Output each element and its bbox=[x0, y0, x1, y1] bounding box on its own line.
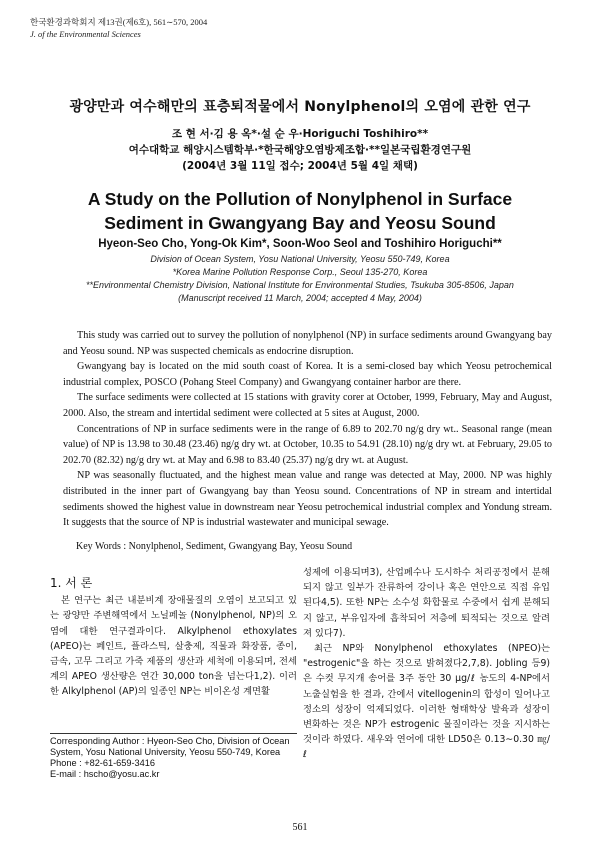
title-english-line1: A Study on the Pollution of Nonylphenol in Surface bbox=[87, 189, 513, 209]
page-number: 561 bbox=[292, 822, 308, 833]
dates-korean: (2004년 3월 11일 접수; 2004년 5월 4일 채택) bbox=[182, 160, 418, 172]
authors-english: Hyeon-Seo Cho, Yong-Ok Kim*, Soon-Woo Seol and Toshihiro Horiguchi** bbox=[98, 238, 502, 250]
corresponding-phone: Phone : +82-61-659-3416 bbox=[50, 758, 155, 768]
title-english-line2: Sediment in Gwangyang Bay and Yeosu Sound bbox=[104, 213, 496, 233]
section-heading-introduction: 1. 서 론 bbox=[50, 576, 93, 590]
body-paragraph: 최근 NP와 Nonylphenol ethoxylates (NPEO)는 "estrogenic"을 하는 것으로 밝혀졌다2,7,8). Jobling 등9)은 수컷 무지개 송어를 3주 동안 30 μg/ℓ 농도의 4-NP에서 노출실험을 한 결과, 간에서 vitellogenin의 합성이 일어나고 정소의 성장이 억제되었다. 이러한 형태학상 발육과 성장이 변화하는 것은 NP가 estrogenic 물질이라는 것을 지시하는 것이라 하였다. 새우와 연어에 대한 LD50은 0.13∼0.30 ㎎/ℓ bbox=[303, 643, 550, 761]
journal-name-en: J. of the Environmental Sciences bbox=[30, 29, 141, 39]
affiliation-1: Division of Ocean System, Yosu National University, Yeosu 550-749, Korea bbox=[150, 254, 450, 264]
abstract-paragraph: NP was seasonally fluctuated, and the highest mean value and range was detected at May, 2000. NP was highly distributed in the inner part of Gwangyang bay than Yeosu sound. Concentrations of NP in stream and intertidal sediments showed the highest value in downstream near Yeosu petrochemical industrial complex and Yondung stream. It suggests that the source of NP is industrial wastewater and municipal sewage. bbox=[63, 470, 552, 529]
body-right-column bbox=[303, 565, 550, 763]
body-paragraph: 성제에 이용되며3), 산업폐수나 도시하수 처리공정에서 분해되지 않고 일부가 잔류하여 강이나 혹은 연안으로 직접 유입된다4,5). 또한 NP는 소수성 화합물로 수중에서 쉽게 분해되지 않고, 부유입자에 흡착되어 저층에 퇴적되는 것으로 알려져 있다7). bbox=[303, 567, 550, 639]
keywords: Key Words : Nonylphenol, Sediment, Gwangyang Bay, Yeosu Sound bbox=[76, 541, 353, 552]
abstract-paragraph: The surface sediments were collected at 15 stations with gravity corer at October, 1999, February, May and August, 2000. Also, the stream and intertidal sediment were collected at 5 sites at August, 2000. bbox=[63, 392, 552, 419]
journal-citation-kr: 한국환경과학회지 제13권(제6호), 561∼570, 2004 bbox=[30, 17, 208, 27]
running-header bbox=[30, 16, 207, 40]
abstract-paragraph: Gwangyang bay is located on the mid south coast of Korea. It is a semi-closed bay which Yeosu petrochemical industrial complex, POSCO (Pohang Steel Company) and Gwangyang container harbor are there. bbox=[63, 361, 552, 388]
abstract-paragraph: This study was carried out to survey the pollution of nonylphenol (NP) in surface sediments around Gwangyang bay and Yeosu sound. NP was suspected chemicals as endocrine disruption. bbox=[63, 330, 552, 357]
manuscript-dates: (Manuscript received 11 March, 2004; accepted 4 May, 2004) bbox=[178, 293, 422, 303]
affiliation-2: *Korea Marine Pollution Response Corp., Seoul 135-270, Korea bbox=[172, 267, 428, 277]
body-paragraph: 본 연구는 최근 내분비계 장애물질의 오염이 보고되고 있는 광양만 주변해역에서 노닐페놀 (Nonylphenol, NP)의 오염에 대한 연구결과이다. Alkylphenol ethoxylates (APEO)는 페인트, 플라스틱, 살충제, 직물과 화장품, 종이, 금속, 고무 그리고 가죽 제품의 생산과 세척에 이용되며, 전세계의 APEO 생산량은 연간 30,000 ton을 넘는다1,2). 이러한 Alkylphenol (AP)의 일종인 NP는 비이온성 계면활 bbox=[50, 595, 297, 698]
abstract bbox=[63, 328, 552, 531]
corresponding-author bbox=[50, 736, 300, 780]
footnote-rule bbox=[50, 733, 297, 734]
affiliation-3: **Environmental Chemistry Division, National Institute for Environmental Studies, Tsukuba 305-8506, Japan bbox=[86, 280, 514, 290]
title-korean: 광양만과 여수해만의 표층퇴적물에서 Nonylphenol의 오염에 관한 연구 bbox=[69, 99, 531, 115]
authors-korean: 조 현 서·김 용 옥*·설 순 우·Horiguchi Toshihiro** bbox=[171, 128, 429, 140]
abstract-paragraph: Concentrations of NP in surface sediments were in the range of 6.89 to 202.70 ng/g dry wt.. Seasonal range (mean value) of NP is 13.98 to 30.48 (23.46) ng/g dry wt. at October, 10.35 to 54.91 (28.10) ng/g dry wt. at February, 29.05 to 202.70 (82.32) ng/g dry wt. at May and 6.98 to 83.40 (25.37) ng/g dry wt. at August. bbox=[63, 423, 552, 466]
corresponding-line: System, Yosu National University, Yeosu 550-749, Korea bbox=[50, 747, 281, 757]
corresponding-email: E-mail : hscho@yosu.ac.kr bbox=[50, 769, 160, 779]
corresponding-line: Corresponding Author : Hyeon-Seo Cho, Division of Ocean bbox=[50, 736, 290, 746]
body-left-column bbox=[50, 576, 297, 700]
affiliations-korean: 여수대학교 해양시스템학부·*한국해양오염방제조합·**일본국립환경연구원 bbox=[128, 144, 472, 156]
